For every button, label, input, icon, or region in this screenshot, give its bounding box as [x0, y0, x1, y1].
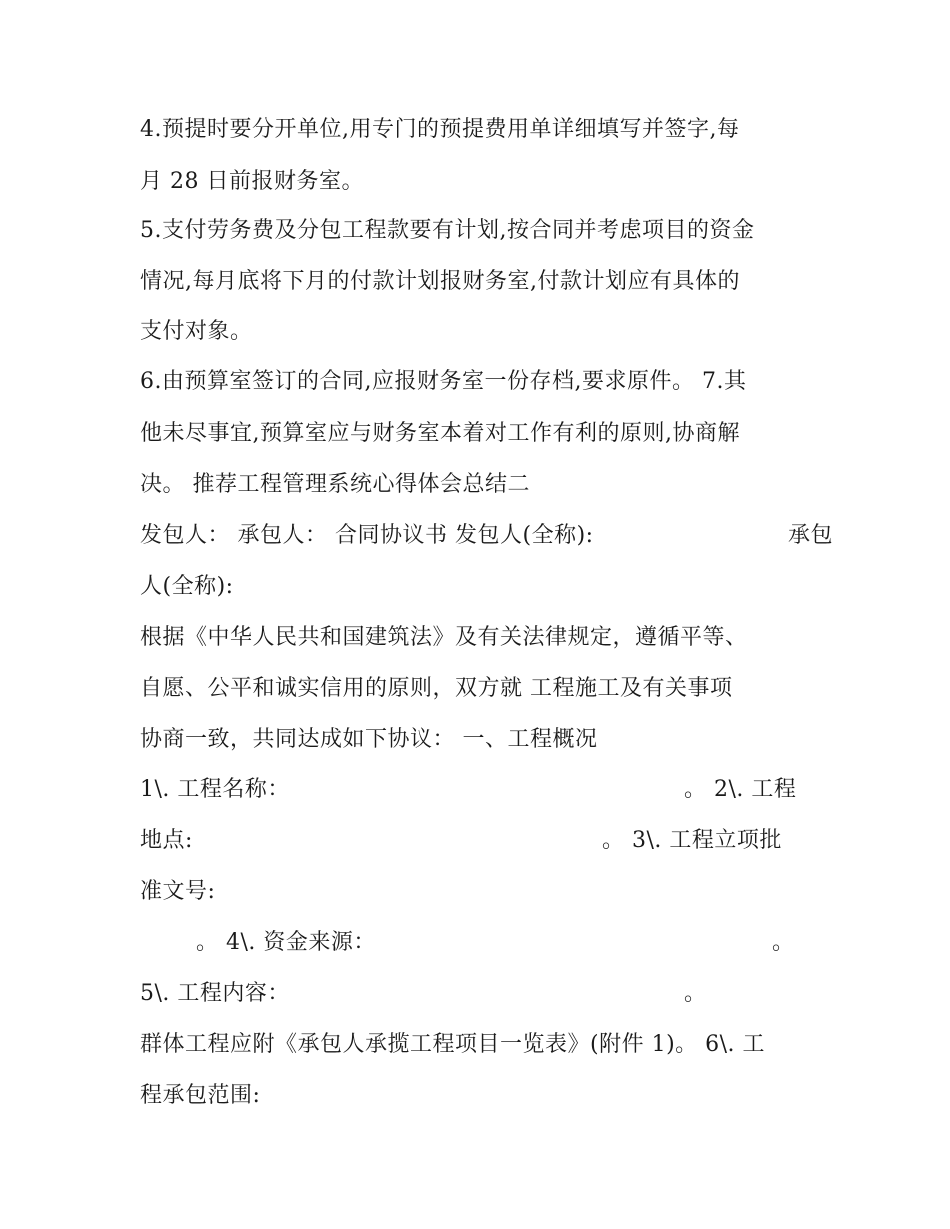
paragraph-line-11: 自愿、公平和诚实信用的原则，双方就 工程施工及有关事项	[140, 676, 733, 701]
paragraph-line-2: 月 28 日前报财务室。	[140, 169, 364, 194]
item-project-name-label: 1\. 工程名称：	[140, 777, 290, 802]
item-location-label: 地点:	[140, 828, 193, 853]
paragraph-line-10: 根据《中华人民共和国建筑法》及有关法律规定，遵循平等、	[140, 625, 748, 650]
paragraph-line-7: 他未尽事宜,预算室应与财务室本着对工作有利的原则,协商解	[140, 421, 740, 446]
contract-parties-line: 发包人： 承包人： 合同协议书 发包人(全称):	[140, 523, 594, 548]
item-location-end: 。 3\. 工程立项批	[602, 828, 782, 853]
item-funding-source: 。 4\. 资金来源：	[196, 930, 376, 955]
contract-parties-line-end: 承包	[788, 523, 834, 548]
paragraph-line-9: 人(全称):	[140, 574, 234, 599]
item-content-end: 。	[684, 981, 707, 1006]
paragraph-line-1: 4.预提时要分开单位,用专门的预提费用单详细填写并签字,每	[140, 117, 740, 142]
paragraph-line-13: 准文号:	[140, 879, 216, 904]
paragraph-line-6: 6.由预算室签订的合同,应报财务室一份存档,要求原件。 7.其	[140, 369, 747, 394]
item-content-label: 5\. 工程内容：	[140, 981, 290, 1006]
item-funding-source-end: 。	[772, 930, 795, 955]
paragraph-line-4: 情况,每月底将下月的付款计划报财务室,付款计划应有具体的	[140, 269, 740, 294]
paragraph-line-3: 5.支付劳务费及分包工程款要有计划,按合同并考虑项目的资金	[140, 218, 755, 243]
paragraph-line-15: 程承包范围:	[140, 1083, 261, 1108]
item-project-name-end: 。 2\. 工程	[684, 777, 797, 802]
paragraph-line-14: 群体工程应附《承包人承揽工程项目一览表》(附件 1)。 6\. 工	[140, 1032, 766, 1057]
paragraph-line-8: 决。 推荐工程管理系统心得体会总结二	[140, 472, 530, 497]
paragraph-line-5: 支付对象。	[140, 319, 253, 344]
paragraph-line-12: 协商一致，共同达成如下协议： 一、工程概况	[140, 727, 598, 752]
